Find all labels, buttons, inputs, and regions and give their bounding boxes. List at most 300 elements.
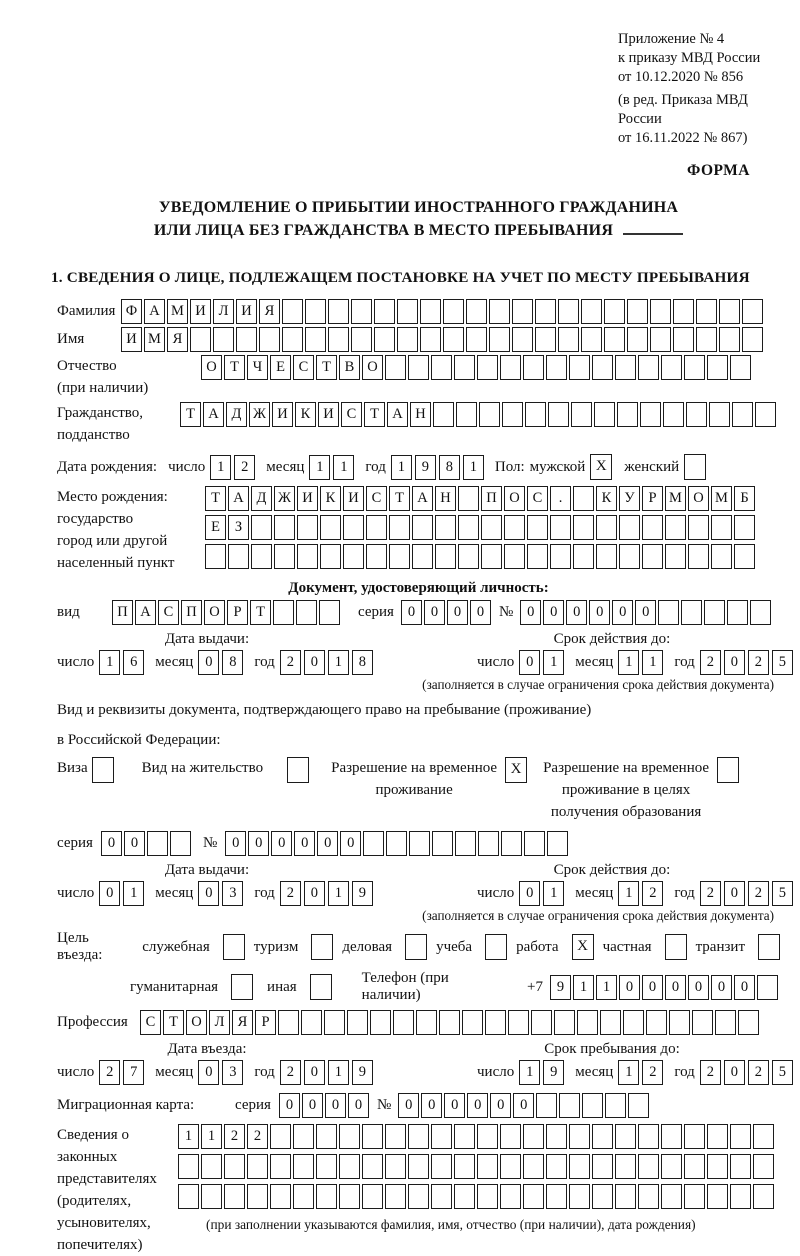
char-cell[interactable] — [615, 1124, 636, 1149]
char-cell[interactable]: 1 — [210, 455, 231, 480]
char-cell[interactable] — [627, 327, 648, 352]
char-cell[interactable]: 2 — [99, 1060, 120, 1085]
char-cell[interactable] — [178, 1184, 199, 1209]
char-cell[interactable]: У — [619, 486, 640, 511]
char-cell[interactable] — [385, 1184, 406, 1209]
char-cell[interactable] — [508, 1010, 529, 1035]
char-cell[interactable] — [525, 402, 546, 427]
stay-month-boxes[interactable] — [618, 1060, 666, 1085]
char-cell[interactable] — [205, 544, 226, 569]
char-cell[interactable] — [707, 1184, 728, 1209]
char-cell[interactable]: 1 — [618, 650, 639, 675]
char-cell[interactable] — [707, 1124, 728, 1149]
char-cell[interactable] — [339, 1124, 360, 1149]
char-cell[interactable] — [730, 1124, 751, 1149]
char-cell[interactable] — [270, 1154, 291, 1179]
char-cell[interactable] — [316, 1154, 337, 1179]
char-cell[interactable] — [527, 544, 548, 569]
char-cell[interactable]: 2 — [234, 455, 255, 480]
char-cell[interactable] — [504, 544, 525, 569]
char-cell[interactable] — [753, 1154, 774, 1179]
entry-day-boxes[interactable] — [99, 1060, 147, 1085]
birthplace-boxes-row1[interactable] — [205, 486, 757, 511]
char-cell[interactable]: 0 — [642, 975, 663, 1000]
char-cell[interactable] — [709, 402, 730, 427]
char-cell[interactable] — [454, 1154, 475, 1179]
char-cell[interactable]: П — [481, 486, 502, 511]
char-cell[interactable] — [512, 299, 533, 324]
char-cell[interactable] — [293, 1154, 314, 1179]
char-cell[interactable] — [431, 1184, 452, 1209]
char-cell[interactable] — [573, 515, 594, 540]
char-cell[interactable]: 0 — [317, 831, 338, 856]
char-cell[interactable] — [581, 327, 602, 352]
char-cell[interactable]: М — [167, 299, 188, 324]
char-cell[interactable] — [623, 1010, 644, 1035]
char-cell[interactable] — [523, 1154, 544, 1179]
char-cell[interactable] — [661, 1154, 682, 1179]
char-cell[interactable] — [596, 515, 617, 540]
char-cell[interactable] — [351, 299, 372, 324]
char-cell[interactable]: Н — [435, 486, 456, 511]
char-cell[interactable] — [615, 1154, 636, 1179]
char-cell[interactable] — [477, 1154, 498, 1179]
char-cell[interactable] — [408, 1184, 429, 1209]
char-cell[interactable]: Т — [316, 355, 337, 380]
char-cell[interactable] — [642, 515, 663, 540]
char-cell[interactable] — [665, 515, 686, 540]
char-cell[interactable]: 0 — [340, 831, 361, 856]
char-cell[interactable] — [684, 355, 705, 380]
char-cell[interactable] — [316, 1124, 337, 1149]
char-cell[interactable] — [524, 831, 545, 856]
char-cell[interactable] — [316, 1184, 337, 1209]
char-cell[interactable]: Р — [642, 486, 663, 511]
char-cell[interactable]: Ж — [249, 402, 270, 427]
char-cell[interactable] — [753, 1184, 774, 1209]
char-cell[interactable]: 2 — [642, 881, 663, 906]
residence-number-boxes[interactable] — [225, 831, 570, 856]
doc-expiry-month-boxes[interactable] — [618, 650, 666, 675]
residence-permit-checkbox[interactable] — [287, 757, 309, 783]
doc-number-boxes[interactable] — [520, 600, 773, 625]
char-cell[interactable]: С — [158, 600, 179, 625]
char-cell[interactable]: 0 — [612, 600, 633, 625]
temp-residence-checkbox[interactable]: X — [505, 757, 527, 783]
char-cell[interactable] — [201, 1184, 222, 1209]
char-cell[interactable]: И — [236, 299, 257, 324]
char-cell[interactable] — [673, 299, 694, 324]
char-cell[interactable]: 0 — [543, 600, 564, 625]
char-cell[interactable] — [548, 402, 569, 427]
char-cell[interactable] — [224, 1184, 245, 1209]
char-cell[interactable] — [282, 299, 303, 324]
legal-reps-boxes-row1[interactable] — [178, 1124, 776, 1149]
char-cell[interactable] — [478, 831, 499, 856]
char-cell[interactable]: О — [201, 355, 222, 380]
char-cell[interactable]: 0 — [304, 1060, 325, 1085]
residence-expiry-month-boxes[interactable] — [618, 881, 666, 906]
char-cell[interactable] — [500, 355, 521, 380]
patronymic-boxes[interactable] — [201, 355, 753, 380]
char-cell[interactable] — [650, 299, 671, 324]
char-cell[interactable] — [669, 1010, 690, 1035]
char-cell[interactable]: И — [121, 327, 142, 352]
char-cell[interactable] — [715, 1010, 736, 1035]
char-cell[interactable] — [416, 1010, 437, 1035]
char-cell[interactable] — [201, 1154, 222, 1179]
entry-month-boxes[interactable] — [198, 1060, 246, 1085]
char-cell[interactable]: 0 — [724, 881, 745, 906]
char-cell[interactable]: Е — [270, 355, 291, 380]
char-cell[interactable] — [550, 544, 571, 569]
char-cell[interactable]: О — [688, 486, 709, 511]
char-cell[interactable]: М — [665, 486, 686, 511]
char-cell[interactable] — [638, 355, 659, 380]
char-cell[interactable]: К — [596, 486, 617, 511]
char-cell[interactable] — [293, 1124, 314, 1149]
surname-boxes[interactable] — [121, 299, 765, 324]
char-cell[interactable] — [228, 544, 249, 569]
char-cell[interactable] — [730, 1154, 751, 1179]
char-cell[interactable]: 0 — [665, 975, 686, 1000]
char-cell[interactable]: Д — [226, 402, 247, 427]
char-cell[interactable]: Л — [209, 1010, 230, 1035]
char-cell[interactable] — [455, 831, 476, 856]
char-cell[interactable] — [546, 1154, 567, 1179]
doc-issue-year-boxes[interactable] — [280, 650, 376, 675]
char-cell[interactable] — [523, 1124, 544, 1149]
purpose-gumanitarnaya-checkbox[interactable] — [231, 974, 253, 1000]
doc-issue-day-boxes[interactable] — [99, 650, 147, 675]
char-cell[interactable] — [412, 544, 433, 569]
char-cell[interactable]: К — [295, 402, 316, 427]
char-cell[interactable]: 0 — [421, 1093, 442, 1118]
char-cell[interactable] — [592, 355, 613, 380]
doc-expiry-day-boxes[interactable] — [519, 650, 567, 675]
char-cell[interactable] — [247, 1184, 268, 1209]
char-cell[interactable] — [481, 515, 502, 540]
char-cell[interactable]: 8 — [439, 455, 460, 480]
purpose-ucheba-checkbox[interactable] — [485, 934, 507, 960]
char-cell[interactable]: 0 — [198, 881, 219, 906]
char-cell[interactable] — [443, 327, 464, 352]
char-cell[interactable]: 0 — [401, 600, 422, 625]
char-cell[interactable] — [554, 1010, 575, 1035]
char-cell[interactable]: 9 — [550, 975, 571, 1000]
char-cell[interactable] — [604, 299, 625, 324]
char-cell[interactable] — [512, 327, 533, 352]
char-cell[interactable]: А — [387, 402, 408, 427]
char-cell[interactable] — [259, 327, 280, 352]
char-cell[interactable] — [615, 355, 636, 380]
char-cell[interactable]: И — [318, 402, 339, 427]
char-cell[interactable]: А — [144, 299, 165, 324]
char-cell[interactable]: 5 — [772, 650, 793, 675]
char-cell[interactable] — [408, 1124, 429, 1149]
char-cell[interactable] — [696, 299, 717, 324]
char-cell[interactable] — [658, 600, 679, 625]
purpose-inaya-checkbox[interactable] — [310, 974, 332, 1000]
char-cell[interactable]: 1 — [99, 650, 120, 675]
char-cell[interactable]: 1 — [391, 455, 412, 480]
char-cell[interactable] — [640, 402, 661, 427]
char-cell[interactable]: 2 — [224, 1124, 245, 1149]
char-cell[interactable]: 3 — [222, 881, 243, 906]
char-cell[interactable] — [366, 544, 387, 569]
char-cell[interactable]: 1 — [618, 881, 639, 906]
char-cell[interactable]: 3 — [222, 1060, 243, 1085]
char-cell[interactable] — [477, 1124, 498, 1149]
char-cell[interactable] — [270, 1184, 291, 1209]
char-cell[interactable]: 2 — [748, 881, 769, 906]
char-cell[interactable] — [247, 1154, 268, 1179]
char-cell[interactable] — [362, 1124, 383, 1149]
char-cell[interactable] — [412, 515, 433, 540]
char-cell[interactable] — [535, 327, 556, 352]
char-cell[interactable]: Т — [250, 600, 271, 625]
char-cell[interactable] — [456, 402, 477, 427]
residence-expiry-day-boxes[interactable] — [519, 881, 567, 906]
char-cell[interactable] — [328, 299, 349, 324]
visa-checkbox[interactable] — [92, 757, 114, 783]
char-cell[interactable] — [236, 327, 257, 352]
char-cell[interactable] — [409, 831, 430, 856]
char-cell[interactable]: 9 — [415, 455, 436, 480]
char-cell[interactable]: 0 — [513, 1093, 534, 1118]
char-cell[interactable] — [385, 1154, 406, 1179]
char-cell[interactable] — [504, 515, 525, 540]
char-cell[interactable] — [696, 327, 717, 352]
char-cell[interactable]: 7 — [123, 1060, 144, 1085]
char-cell[interactable] — [500, 1154, 521, 1179]
char-cell[interactable] — [385, 1124, 406, 1149]
char-cell[interactable] — [546, 355, 567, 380]
char-cell[interactable] — [224, 1154, 245, 1179]
char-cell[interactable]: 1 — [596, 975, 617, 1000]
char-cell[interactable] — [684, 1154, 705, 1179]
char-cell[interactable] — [600, 1010, 621, 1035]
char-cell[interactable]: 9 — [543, 1060, 564, 1085]
char-cell[interactable] — [324, 1010, 345, 1035]
profession-boxes[interactable] — [140, 1010, 761, 1035]
char-cell[interactable] — [500, 1184, 521, 1209]
char-cell[interactable]: 0 — [101, 831, 122, 856]
char-cell[interactable]: С — [527, 486, 548, 511]
temp-residence-education-checkbox[interactable] — [717, 757, 739, 783]
char-cell[interactable] — [347, 1010, 368, 1035]
char-cell[interactable] — [738, 1010, 759, 1035]
char-cell[interactable] — [628, 1093, 649, 1118]
char-cell[interactable] — [479, 402, 500, 427]
char-cell[interactable] — [431, 355, 452, 380]
doc-expiry-year-boxes[interactable] — [700, 650, 796, 675]
char-cell[interactable]: . — [550, 486, 571, 511]
char-cell[interactable] — [408, 355, 429, 380]
char-cell[interactable] — [432, 831, 453, 856]
char-cell[interactable]: С — [140, 1010, 161, 1035]
char-cell[interactable]: 2 — [700, 650, 721, 675]
char-cell[interactable] — [397, 299, 418, 324]
char-cell[interactable] — [661, 1184, 682, 1209]
char-cell[interactable] — [571, 402, 592, 427]
char-cell[interactable] — [707, 355, 728, 380]
char-cell[interactable] — [547, 831, 568, 856]
char-cell[interactable] — [458, 515, 479, 540]
char-cell[interactable] — [370, 1010, 391, 1035]
char-cell[interactable] — [343, 544, 364, 569]
char-cell[interactable]: 0 — [635, 600, 656, 625]
char-cell[interactable]: 5 — [772, 881, 793, 906]
char-cell[interactable]: И — [272, 402, 293, 427]
char-cell[interactable] — [319, 600, 340, 625]
char-cell[interactable] — [431, 1154, 452, 1179]
char-cell[interactable] — [374, 299, 395, 324]
char-cell[interactable] — [500, 1124, 521, 1149]
char-cell[interactable]: 0 — [566, 600, 587, 625]
char-cell[interactable] — [278, 1010, 299, 1035]
char-cell[interactable] — [435, 544, 456, 569]
char-cell[interactable] — [420, 299, 441, 324]
char-cell[interactable]: 0 — [724, 1060, 745, 1085]
char-cell[interactable]: 1 — [328, 650, 349, 675]
char-cell[interactable] — [527, 515, 548, 540]
char-cell[interactable]: И — [297, 486, 318, 511]
char-cell[interactable] — [684, 1184, 705, 1209]
char-cell[interactable]: 0 — [519, 881, 540, 906]
char-cell[interactable]: 0 — [99, 881, 120, 906]
char-cell[interactable] — [573, 544, 594, 569]
char-cell[interactable] — [343, 515, 364, 540]
char-cell[interactable]: Я — [232, 1010, 253, 1035]
char-cell[interactable] — [592, 1184, 613, 1209]
char-cell[interactable]: Е — [205, 515, 226, 540]
char-cell[interactable] — [582, 1093, 603, 1118]
char-cell[interactable] — [190, 327, 211, 352]
doc-series-boxes[interactable] — [401, 600, 493, 625]
char-cell[interactable]: 9 — [352, 881, 373, 906]
char-cell[interactable] — [431, 1124, 452, 1149]
char-cell[interactable]: 0 — [619, 975, 640, 1000]
char-cell[interactable]: 0 — [490, 1093, 511, 1118]
char-cell[interactable] — [273, 600, 294, 625]
char-cell[interactable]: Т — [224, 355, 245, 380]
legal-reps-boxes-row3[interactable] — [178, 1184, 776, 1209]
char-cell[interactable] — [351, 327, 372, 352]
char-cell[interactable] — [638, 1124, 659, 1149]
purpose-turizm-checkbox[interactable] — [311, 934, 333, 960]
birthplace-boxes-row2[interactable] — [205, 515, 757, 540]
char-cell[interactable] — [362, 1184, 383, 1209]
char-cell[interactable] — [742, 327, 763, 352]
char-cell[interactable] — [339, 1154, 360, 1179]
char-cell[interactable] — [704, 600, 725, 625]
char-cell[interactable]: 6 — [123, 650, 144, 675]
char-cell[interactable] — [466, 299, 487, 324]
phone-boxes[interactable] — [550, 975, 780, 1000]
char-cell[interactable]: А — [228, 486, 249, 511]
char-cell[interactable] — [454, 1124, 475, 1149]
char-cell[interactable] — [501, 831, 522, 856]
char-cell[interactable] — [559, 1093, 580, 1118]
char-cell[interactable] — [362, 1154, 383, 1179]
char-cell[interactable] — [297, 515, 318, 540]
char-cell[interactable] — [594, 402, 615, 427]
char-cell[interactable] — [727, 600, 748, 625]
char-cell[interactable]: Р — [227, 600, 248, 625]
char-cell[interactable]: 0 — [348, 1093, 369, 1118]
char-cell[interactable]: Т — [205, 486, 226, 511]
char-cell[interactable] — [282, 327, 303, 352]
char-cell[interactable] — [170, 831, 191, 856]
char-cell[interactable]: 0 — [198, 650, 219, 675]
char-cell[interactable]: 0 — [519, 650, 540, 675]
char-cell[interactable]: 0 — [302, 1093, 323, 1118]
char-cell[interactable]: 0 — [711, 975, 732, 1000]
char-cell[interactable]: 0 — [470, 600, 491, 625]
char-cell[interactable] — [439, 1010, 460, 1035]
char-cell[interactable] — [642, 544, 663, 569]
char-cell[interactable] — [523, 1184, 544, 1209]
char-cell[interactable] — [536, 1093, 557, 1118]
char-cell[interactable] — [546, 1124, 567, 1149]
char-cell[interactable] — [408, 1154, 429, 1179]
char-cell[interactable] — [638, 1154, 659, 1179]
char-cell[interactable] — [646, 1010, 667, 1035]
char-cell[interactable] — [673, 327, 694, 352]
char-cell[interactable]: С — [293, 355, 314, 380]
char-cell[interactable]: 1 — [178, 1124, 199, 1149]
char-cell[interactable]: 0 — [294, 831, 315, 856]
char-cell[interactable] — [477, 1184, 498, 1209]
firstname-boxes[interactable] — [121, 327, 765, 352]
char-cell[interactable] — [550, 515, 571, 540]
entry-year-boxes[interactable] — [280, 1060, 376, 1085]
char-cell[interactable] — [730, 1184, 751, 1209]
char-cell[interactable]: И — [190, 299, 211, 324]
char-cell[interactable]: 0 — [589, 600, 610, 625]
char-cell[interactable]: 1 — [543, 881, 564, 906]
char-cell[interactable] — [366, 515, 387, 540]
char-cell[interactable] — [270, 1124, 291, 1149]
residence-series-boxes[interactable] — [101, 831, 193, 856]
char-cell[interactable]: Р — [255, 1010, 276, 1035]
char-cell[interactable] — [485, 1010, 506, 1035]
char-cell[interactable]: 0 — [124, 831, 145, 856]
char-cell[interactable]: 2 — [700, 1060, 721, 1085]
purpose-rabota-checkbox[interactable]: X — [572, 934, 594, 960]
legal-reps-boxes-row2[interactable] — [178, 1154, 776, 1179]
char-cell[interactable] — [604, 327, 625, 352]
char-cell[interactable]: 5 — [772, 1060, 793, 1085]
char-cell[interactable] — [297, 544, 318, 569]
char-cell[interactable] — [615, 1184, 636, 1209]
char-cell[interactable] — [663, 402, 684, 427]
char-cell[interactable] — [393, 1010, 414, 1035]
char-cell[interactable] — [732, 402, 753, 427]
sex-male-checkbox[interactable]: X — [590, 454, 612, 480]
char-cell[interactable]: 0 — [198, 1060, 219, 1085]
char-cell[interactable] — [719, 299, 740, 324]
char-cell[interactable]: Ф — [121, 299, 142, 324]
char-cell[interactable]: 0 — [304, 650, 325, 675]
sex-female-checkbox[interactable] — [684, 454, 706, 480]
char-cell[interactable] — [458, 544, 479, 569]
residence-issue-year-boxes[interactable] — [280, 881, 376, 906]
char-cell[interactable]: М — [711, 486, 732, 511]
char-cell[interactable]: А — [203, 402, 224, 427]
char-cell[interactable] — [661, 1124, 682, 1149]
